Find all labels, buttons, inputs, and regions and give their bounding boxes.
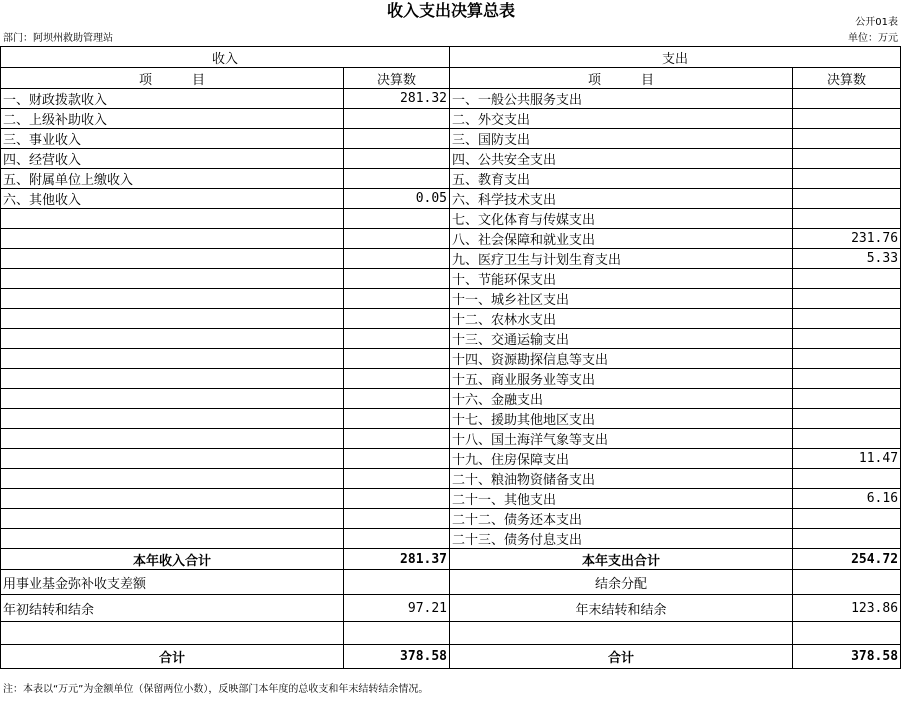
expense-item-label: 九、医疗卫生与计划生育支出 bbox=[450, 249, 793, 269]
income-item-value bbox=[344, 229, 450, 249]
expense-item-value bbox=[793, 189, 901, 209]
expense-item-value bbox=[793, 269, 901, 289]
expense-item-value bbox=[793, 89, 901, 109]
fund-gap-value bbox=[344, 570, 450, 595]
table-row bbox=[1, 429, 901, 449]
income-item-value bbox=[344, 509, 450, 529]
income-item-label bbox=[1, 449, 344, 469]
income-item-value bbox=[344, 389, 450, 409]
expense-item-value bbox=[793, 429, 901, 449]
table-row bbox=[1, 329, 901, 349]
income-item-label: 五、附属单位上缴收入 bbox=[1, 169, 344, 189]
table-row bbox=[1, 289, 901, 309]
income-total-value: 281.37 bbox=[344, 549, 450, 570]
income-item-label bbox=[1, 309, 344, 329]
expense-item-label: 十八、国土海洋气象等支出 bbox=[450, 429, 793, 449]
expense-item-label: 二十二、债务还本支出 bbox=[450, 509, 793, 529]
table-row bbox=[1, 449, 901, 469]
expense-grand-value: 378.58 bbox=[793, 645, 901, 669]
expense-item-label: 二十三、债务付息支出 bbox=[450, 529, 793, 549]
item-header-left: 项 bbox=[138, 72, 152, 88]
table-row bbox=[1, 389, 901, 409]
expense-item-label: 十一、城乡社区支出 bbox=[450, 289, 793, 309]
income-item-value bbox=[344, 469, 450, 489]
expense-item-value: 6.16 bbox=[793, 489, 901, 509]
grand-total-row bbox=[1, 645, 901, 669]
table-row bbox=[1, 269, 901, 289]
expense-item-value: 5.33 bbox=[793, 249, 901, 269]
income-item-value bbox=[344, 409, 450, 429]
blank-row bbox=[1, 622, 901, 645]
expense-item-value bbox=[793, 349, 901, 369]
income-item-value bbox=[344, 349, 450, 369]
expense-item-label: 十三、交通运输支出 bbox=[450, 329, 793, 349]
expense-item-value bbox=[793, 409, 901, 429]
begin-balance-label: 年初结转和结余 bbox=[1, 595, 344, 622]
blank-cell bbox=[793, 622, 901, 645]
expense-item-label: 十五、商业服务业等支出 bbox=[450, 369, 793, 389]
income-item-value bbox=[344, 109, 450, 129]
income-item-value bbox=[344, 249, 450, 269]
income-item-label bbox=[1, 509, 344, 529]
income-item-label bbox=[1, 429, 344, 449]
expense-item-value: 231.76 bbox=[793, 229, 901, 249]
table-row bbox=[1, 349, 901, 369]
income-item-header bbox=[1, 68, 344, 89]
income-item-label bbox=[1, 269, 344, 289]
balance-row bbox=[1, 595, 901, 622]
expense-item-label: 三、国防支出 bbox=[450, 129, 793, 149]
expense-item-label: 十七、援助其他地区支出 bbox=[450, 409, 793, 429]
column-header-row bbox=[1, 68, 901, 89]
income-item-label bbox=[1, 529, 344, 549]
income-item-label bbox=[1, 349, 344, 369]
table-row bbox=[1, 509, 901, 529]
income-item-label bbox=[1, 409, 344, 429]
expense-item-label: 二十一、其他支出 bbox=[450, 489, 793, 509]
form-code: 公开01表 bbox=[855, 17, 898, 28]
expense-item-value bbox=[793, 289, 901, 309]
expense-item-value bbox=[793, 509, 901, 529]
income-item-label bbox=[1, 249, 344, 269]
table-row bbox=[1, 529, 901, 549]
expense-section-header: 支出 bbox=[450, 47, 901, 68]
unit-label: 单位：万元 bbox=[848, 33, 898, 44]
blank-cell bbox=[344, 622, 450, 645]
expense-grand-label: 合计 bbox=[450, 645, 793, 669]
income-total-label: 本年收入合计 bbox=[1, 549, 344, 570]
expense-item-value bbox=[793, 369, 901, 389]
income-item-label bbox=[1, 469, 344, 489]
expense-item-value bbox=[793, 109, 901, 129]
expense-item-label: 十、节能环保支出 bbox=[450, 269, 793, 289]
income-item-value: 0.05 bbox=[344, 189, 450, 209]
expense-item-value bbox=[793, 329, 901, 349]
surplus-distribution-value bbox=[793, 570, 901, 595]
income-item-value: 281.32 bbox=[344, 89, 450, 109]
expense-item-label: 四、公共安全支出 bbox=[450, 149, 793, 169]
income-item-value bbox=[344, 289, 450, 309]
income-item-value bbox=[344, 169, 450, 189]
income-amount-header: 决算数 bbox=[344, 68, 450, 89]
table-row bbox=[1, 229, 901, 249]
item-header-right: 目 bbox=[641, 72, 655, 88]
expense-item-label: 十二、农林水支出 bbox=[450, 309, 793, 329]
expense-item-label: 六、科学技术支出 bbox=[450, 189, 793, 209]
income-item-value bbox=[344, 489, 450, 509]
blank-cell bbox=[450, 622, 793, 645]
income-item-label bbox=[1, 209, 344, 229]
expense-item-label: 十九、住房保障支出 bbox=[450, 449, 793, 469]
income-item-value bbox=[344, 529, 450, 549]
report-title: 收入支出决算总表 bbox=[386, 1, 515, 20]
expense-item-value bbox=[793, 209, 901, 229]
expense-item-label: 二十、粮油物资储备支出 bbox=[450, 469, 793, 489]
expense-item-value bbox=[793, 309, 901, 329]
surplus-distribution-label: 结余分配 bbox=[450, 570, 793, 595]
expense-item-label: 一、一般公共服务支出 bbox=[450, 89, 793, 109]
expense-item-value bbox=[793, 169, 901, 189]
expense-item-value bbox=[793, 529, 901, 549]
table-row bbox=[1, 89, 901, 109]
department-label: 部门：阿坝州救助管理站 bbox=[3, 33, 113, 44]
income-item-value bbox=[344, 329, 450, 349]
end-balance-label: 年末结转和结余 bbox=[450, 595, 793, 622]
end-balance-value: 123.86 bbox=[793, 595, 901, 622]
table-row bbox=[1, 489, 901, 509]
table-row bbox=[1, 109, 901, 129]
fund-gap-label: 用事业基金弥补收支差额 bbox=[1, 570, 344, 595]
income-item-value bbox=[344, 129, 450, 149]
begin-balance-value: 97.21 bbox=[344, 595, 450, 622]
income-item-value bbox=[344, 449, 450, 469]
table-row bbox=[1, 189, 901, 209]
income-item-label: 一、财政拨款收入 bbox=[1, 89, 344, 109]
income-item-value bbox=[344, 369, 450, 389]
income-item-value bbox=[344, 209, 450, 229]
income-item-label bbox=[1, 229, 344, 249]
expense-item-label: 五、教育支出 bbox=[450, 169, 793, 189]
section-header-row bbox=[1, 47, 901, 68]
table-row bbox=[1, 149, 901, 169]
income-expense-table bbox=[0, 46, 901, 669]
expense-item-value bbox=[793, 389, 901, 409]
expense-amount-header: 决算数 bbox=[793, 68, 901, 89]
footnote: 注：本表以“万元”为金额单位（保留两位小数），反映部门本年度的总收支和年末结转结余情况。 bbox=[3, 684, 429, 695]
income-item-value bbox=[344, 309, 450, 329]
income-section-header: 收入 bbox=[1, 47, 450, 68]
expense-item-value: 11.47 bbox=[793, 449, 901, 469]
income-item-label: 三、事业收入 bbox=[1, 129, 344, 149]
item-header-right: 目 bbox=[192, 72, 206, 88]
expense-item-value bbox=[793, 129, 901, 149]
table-row bbox=[1, 169, 901, 189]
table-row bbox=[1, 249, 901, 269]
table-row bbox=[1, 209, 901, 229]
expense-item-value bbox=[793, 149, 901, 169]
expense-item-label: 十六、金融支出 bbox=[450, 389, 793, 409]
expense-item-label: 十四、资源勘探信息等支出 bbox=[450, 349, 793, 369]
table-row bbox=[1, 369, 901, 389]
item-header-left: 项 bbox=[588, 72, 602, 88]
expense-item-label: 八、社会保障和就业支出 bbox=[450, 229, 793, 249]
fund-gap-row bbox=[1, 570, 901, 595]
expense-total-value: 254.72 bbox=[793, 549, 901, 570]
income-item-label bbox=[1, 489, 344, 509]
blank-cell bbox=[1, 622, 344, 645]
expense-item-label: 七、文化体育与传媒支出 bbox=[450, 209, 793, 229]
expense-item-label: 二、外交支出 bbox=[450, 109, 793, 129]
income-item-value bbox=[344, 269, 450, 289]
table-row bbox=[1, 409, 901, 429]
table-row bbox=[1, 469, 901, 489]
table-row bbox=[1, 309, 901, 329]
income-item-label: 二、上级补助收入 bbox=[1, 109, 344, 129]
expense-total-label: 本年支出合计 bbox=[450, 549, 793, 570]
income-grand-value: 378.58 bbox=[344, 645, 450, 669]
income-item-label: 四、经营收入 bbox=[1, 149, 344, 169]
income-item-value bbox=[344, 429, 450, 449]
income-item-value bbox=[344, 149, 450, 169]
income-item-label bbox=[1, 369, 344, 389]
table-row bbox=[1, 129, 901, 149]
expense-item-value bbox=[793, 469, 901, 489]
income-item-label: 六、其他收入 bbox=[1, 189, 344, 209]
expense-item-header bbox=[450, 68, 793, 89]
income-grand-label: 合计 bbox=[1, 645, 344, 669]
income-item-label bbox=[1, 329, 344, 349]
annual-total-row bbox=[1, 549, 901, 570]
income-item-label bbox=[1, 389, 344, 409]
income-item-label bbox=[1, 289, 344, 309]
